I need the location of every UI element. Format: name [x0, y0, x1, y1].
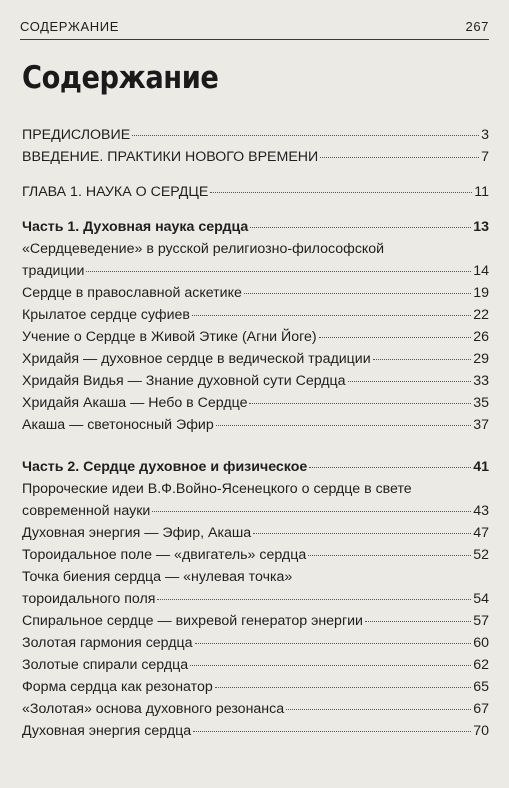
toc-entry[interactable]: [22, 326, 489, 348]
toc-entry[interactable]: [22, 522, 489, 544]
toc-entry[interactable]: [22, 698, 489, 720]
dot-leader: [216, 425, 471, 426]
toc-entry[interactable]: [22, 544, 489, 566]
dot-leader: [86, 271, 471, 272]
dot-leader: [157, 599, 471, 600]
toc-entry[interactable]: [22, 720, 489, 742]
toc-entry-page: 47: [473, 525, 489, 541]
running-header: [20, 15, 489, 37]
toc-entry-page: 22: [473, 307, 489, 323]
toc-entry-page: 67: [473, 701, 489, 717]
toc-entry[interactable]: [22, 282, 489, 304]
toc-entry-page: 65: [473, 679, 489, 695]
toc-entry-title: тороидального поля: [22, 591, 156, 607]
toc-entry-page: 14: [473, 263, 489, 279]
toc-entry-page: 60: [473, 635, 489, 651]
toc-entry[interactable]: [22, 370, 489, 392]
dot-leader: [249, 403, 471, 404]
toc-entry-title: ПРЕДИСЛОВИЕ: [22, 127, 131, 143]
toc-entry-title: Хридайя Видья — Знание духовной сути Сердца: [22, 373, 346, 389]
toc-entry-title: Хридайя Акаша — Небо в Сердце: [22, 395, 248, 411]
dot-leader: [320, 157, 479, 158]
toc-entry-page: 70: [473, 723, 489, 739]
toc-part-entry[interactable]: [22, 216, 489, 238]
toc-entry-title: ГЛАВА 1. НАУКА О СЕРДЦЕ: [22, 184, 209, 200]
toc-entry-title: Часть 2. Сердце духовное и физическое: [22, 459, 308, 475]
toc-entry[interactable]: [22, 566, 489, 610]
toc-entry-page: 54: [473, 591, 489, 607]
dot-leader: [132, 135, 479, 136]
toc-entry-title: современной науки: [22, 503, 151, 519]
toc-entry-title: Духовная энергия — Эфир, Акаша: [22, 525, 252, 541]
dot-leader: [348, 381, 472, 382]
toc-entry-title: Тороидальное поле — «двигатель» сердца: [22, 547, 307, 563]
toc-entry-title: «Золотая» основа духовного резонанса: [22, 701, 285, 717]
toc-entry[interactable]: [22, 610, 489, 632]
dot-leader: [250, 227, 471, 228]
toc-entry-title: Часть 1. Духовная наука сердца: [22, 219, 249, 235]
header-divider: [20, 39, 489, 40]
toc-entry-page: 3: [481, 127, 489, 143]
toc-entry-title: Золотые спирали сердца: [22, 657, 189, 673]
toc-entry-page: 26: [473, 329, 489, 345]
toc-entry-title: Золотая гармония сердца: [22, 635, 193, 651]
toc-entry-title: традиции: [22, 263, 85, 279]
toc-entry-title: Хридайя — духовное сердце в ведической традиции: [22, 351, 371, 367]
table-of-contents: [22, 124, 489, 742]
toc-entry[interactable]: [22, 238, 489, 282]
toc-part-entry[interactable]: [22, 456, 489, 478]
toc-entry-page: 19: [473, 285, 489, 301]
toc-entry[interactable]: [22, 124, 489, 146]
dot-leader: [365, 621, 471, 622]
toc-entry[interactable]: [22, 304, 489, 326]
toc-entry[interactable]: [22, 654, 489, 676]
toc-entry-page: 11: [474, 184, 489, 200]
dot-leader: [195, 643, 472, 644]
dot-leader: [152, 511, 471, 512]
dot-leader: [253, 533, 471, 534]
dot-leader: [373, 359, 472, 360]
toc-entry[interactable]: [22, 478, 489, 522]
page-number: 267: [465, 18, 489, 34]
dot-leader: [215, 687, 471, 688]
toc-entry-page: 41: [473, 459, 489, 475]
dot-leader: [193, 731, 471, 732]
toc-entry-title: Крылатое сердце суфиев: [22, 307, 190, 323]
dot-leader: [309, 467, 471, 468]
toc-entry[interactable]: [22, 676, 489, 698]
toc-entry-page: 33: [473, 373, 489, 389]
toc-entry-title: Спиральное сердце — вихревой генератор энергии: [22, 613, 363, 629]
toc-entry-title: Духовная энергия сердца: [22, 723, 192, 739]
toc-entry-page: 29: [473, 351, 489, 367]
toc-entry-page: 62: [473, 657, 489, 673]
toc-entry-page: 57: [473, 613, 489, 629]
toc-entry-page: 37: [473, 417, 489, 433]
dot-leader: [308, 555, 471, 556]
toc-entry[interactable]: [22, 632, 489, 654]
toc-entry-title: ВВЕДЕНИЕ. ПРАКТИКИ НОВОГО ВРЕМЕНИ: [22, 149, 319, 165]
toc-entry-title: Акаша — светоносный Эфир: [22, 417, 214, 433]
toc-entry-page: 7: [481, 149, 489, 165]
toc-entry-title: Форма сердца как резонатор: [22, 679, 213, 695]
running-header-section: СОДЕРЖАНИЕ: [20, 18, 120, 34]
toc-entry[interactable]: [22, 146, 489, 168]
toc-entry-title-line: Точка биения сердца — «нулевая точка»: [22, 569, 293, 585]
toc-entry-title-line: «Сердцеведение» в русской религиозно-философской: [22, 241, 385, 257]
page-title: Содержание: [22, 60, 219, 96]
dot-leader: [210, 192, 472, 193]
dot-leader: [192, 315, 471, 316]
toc-entry[interactable]: [22, 392, 489, 414]
toc-entry-title: Сердце в православной аскетике: [22, 285, 242, 301]
toc-entry[interactable]: [22, 348, 489, 370]
toc-entry-title-line: Пророческие идеи В.Ф.Войно-Ясенецкого о сердце в свете: [22, 481, 412, 497]
dot-leader: [319, 337, 472, 338]
toc-entry-page: 13: [473, 219, 489, 235]
dot-leader: [190, 665, 471, 666]
toc-entry[interactable]: [22, 414, 489, 436]
toc-entry-page: 35: [473, 395, 489, 411]
toc-entry-title: Учение о Сердце в Живой Этике (Агни Йоге): [22, 329, 317, 345]
dot-leader: [286, 709, 471, 710]
dot-leader: [244, 293, 471, 294]
toc-chapter-entry[interactable]: [22, 181, 489, 203]
toc-entry-page: 43: [473, 503, 489, 519]
toc-entry-page: 52: [473, 547, 489, 563]
